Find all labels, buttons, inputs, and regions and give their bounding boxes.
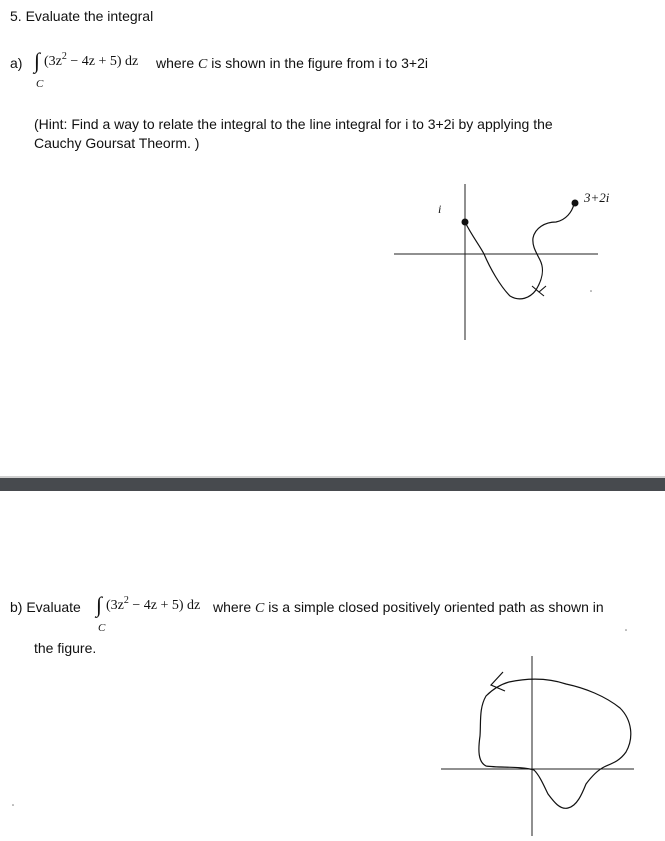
- var-c-b: C: [255, 601, 265, 616]
- part-b-line-2: the figure.: [34, 640, 97, 656]
- where-a: where: [156, 55, 199, 71]
- exponent-a: 2: [61, 51, 67, 62]
- label-i: i: [438, 202, 442, 216]
- part-a-label: a): [10, 55, 23, 71]
- where-b: where: [213, 599, 256, 615]
- integrand-b: (3z: [106, 598, 124, 613]
- label-3-2i: 3+2i: [584, 190, 610, 205]
- integral-sign-b: ∫: [96, 592, 103, 617]
- closed-path-b: [479, 679, 631, 808]
- integrand-rest-b: − 4z + 5) dz: [128, 598, 201, 613]
- integrand-a: (3z: [44, 54, 62, 69]
- integral-subscript-a: C: [36, 78, 44, 90]
- rest-b: is a simple closed positively oriented path as shown in: [264, 599, 604, 615]
- problem-heading: 5. Evaluate the integral: [10, 8, 154, 24]
- arrowhead-b: [491, 672, 505, 691]
- integral-sign: ∫: [34, 48, 41, 73]
- stray-dot-b1: [625, 629, 627, 631]
- integral-subscript-b: C: [98, 622, 106, 634]
- rest-a: is shown in the figure from i to 3+2i: [207, 55, 428, 71]
- part-b-label: b) Evaluate: [10, 599, 81, 615]
- hint-line-2: Cauchy Goursat Theorm. ): [34, 135, 200, 151]
- stray-dot-b2: [12, 804, 14, 806]
- integrand-rest-a: − 4z + 5) dz: [66, 54, 139, 69]
- hint-line-1: (Hint: Find a way to relate the integral to the line integral for i to 3+2i by applying the: [34, 116, 553, 132]
- var-c-a: C: [198, 57, 208, 72]
- exponent-b: 2: [123, 595, 129, 606]
